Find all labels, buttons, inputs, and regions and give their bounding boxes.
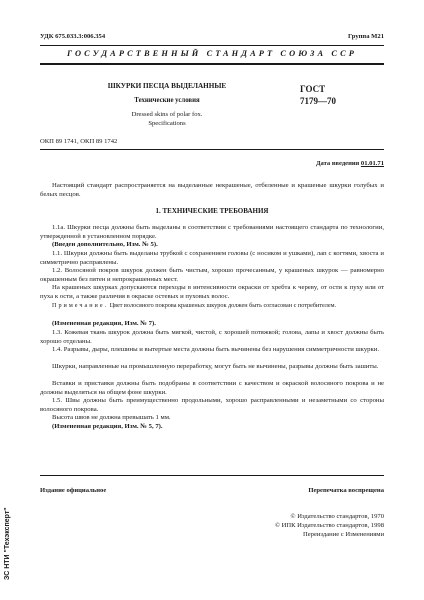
paragraph-1-3: 1.3. Кожевая ткань шкурок должна быть мягкой, чистой, с хорошей потяжкой; голова, лапы и хвост должны быть хорошо отделаны. bbox=[40, 329, 384, 345]
paragraph-1-2: 1.2. Волосяной покров шкурок должен быть чистым, хорошо прочесанным, у крашеных шкурок — равномерно окрашенным без пятен и непрокрашенных мест. bbox=[40, 267, 384, 283]
paragraph-seam-height: Высота швов не должна превышать 1 мм. bbox=[52, 414, 171, 421]
title-rule bbox=[40, 149, 384, 150]
remark bbox=[40, 302, 384, 311]
intro-date bbox=[260, 160, 384, 168]
paragraph-1-1a-note: (Введен дополнительно, Изм. № 5). bbox=[52, 241, 158, 248]
state-standard-banner: ГОСУДАРСТВЕННЫЙ СТАНДАРТ СОЮЗА ССР bbox=[66, 49, 358, 58]
paragraph-tones: На крашеных шкурках допускаются переходы в интенсивности окраски от хребта к черевy, от ости к пуху или от пуха к ости, а также различия в окраске остевых и пуховых волос. bbox=[40, 284, 384, 300]
udk-code: УДК 675.033.3:006.354 bbox=[40, 33, 106, 40]
document-subtitle: Технические условия bbox=[134, 97, 200, 104]
intro-date-value: 01.01.71 bbox=[360, 160, 384, 167]
paragraph-1-4: 1.4. Разрывы, дыры, плешины и вытертые места должны быть вычинены без нарушения симметричности шкурки. bbox=[52, 346, 380, 353]
group-code: Группа М21 bbox=[347, 33, 384, 40]
title-english-line1: Dressed skins of polar fox. bbox=[131, 111, 203, 118]
paragraph-inserts: Вставки и приставки должны быть подобраны в соответствии с качеством и окраской волосяного покрова и не должны выделяться на общем фоне шкурки. bbox=[40, 380, 384, 396]
copyright-1998: © ИПК Издательство стандартов, 1998 bbox=[274, 522, 384, 529]
gost-number: 7179—70 bbox=[300, 96, 336, 106]
gost-label: ГОСТ bbox=[300, 84, 326, 94]
paragraph-1-1: 1.1. Шкурки должны быть выделаны трубкой с сохранением головы (с носиком и ушками), лап с когтями, хвоста и симметрично расправлены. bbox=[40, 250, 384, 266]
copyright-1970: © Издательство стандартов, 1970 bbox=[290, 513, 384, 520]
reprint-prohibited: Перепечатка воспрещена bbox=[308, 487, 384, 494]
paragraph-1-1a: 1.1а. Шкурки песца должны быть выделаны в соответствии с требованиями настоящего стандарта по технологии, утвержденной в установленном порядке. bbox=[40, 224, 384, 240]
reissue-note: Переиздание с Изменениями bbox=[302, 531, 384, 538]
banner-rule bbox=[40, 63, 384, 65]
title-english-line2: Specifications bbox=[148, 120, 186, 127]
intro-text: Настоящий стандарт распространяется на выделанные некрашеные, отбеленные и крашеные шкурки голубых и белых песцов. bbox=[40, 182, 384, 198]
top-rule bbox=[40, 45, 384, 46]
official-edition: Издание официальное bbox=[40, 487, 107, 494]
remark-text: Цвет волосяного покрова крашеных шкурок должен быть согласован с потребителем. bbox=[109, 302, 337, 309]
paragraph-1-5: 1.5. Швы должны быть преимущественно продольными, хорошо расправленными и незаметными со стороны волосяного покрова. bbox=[40, 397, 384, 413]
intro-date-label: Дата введения bbox=[315, 160, 360, 167]
section-heading: 1. ТЕХНИЧЕСКИЕ ТРЕБОВАНИЯ bbox=[155, 207, 269, 215]
okp-codes: ОКП 89 1741, ОКП 89 1742 bbox=[40, 138, 118, 145]
side-stamp-text: ЗС НТИ "Техэксперт" bbox=[4, 507, 11, 580]
paragraph-1-2-note: (Измененная редакция, Изм. № 7). bbox=[52, 320, 156, 327]
paragraph-industrial: Шкурки, направленные на промышленную переработку, могут быть не вычинены, разрывы должны быть зашиты. bbox=[52, 363, 379, 370]
document-title: ШКУРКИ ПЕСЦА ВЫДЕЛАННЫЕ bbox=[107, 82, 227, 90]
paragraph-1-5-note: (Измененная редакция, Изм. № 5, 7). bbox=[52, 423, 163, 430]
side-stamp bbox=[4, 470, 14, 580]
footer-rule bbox=[40, 475, 384, 476]
remark-label: Примечание. bbox=[52, 302, 109, 309]
